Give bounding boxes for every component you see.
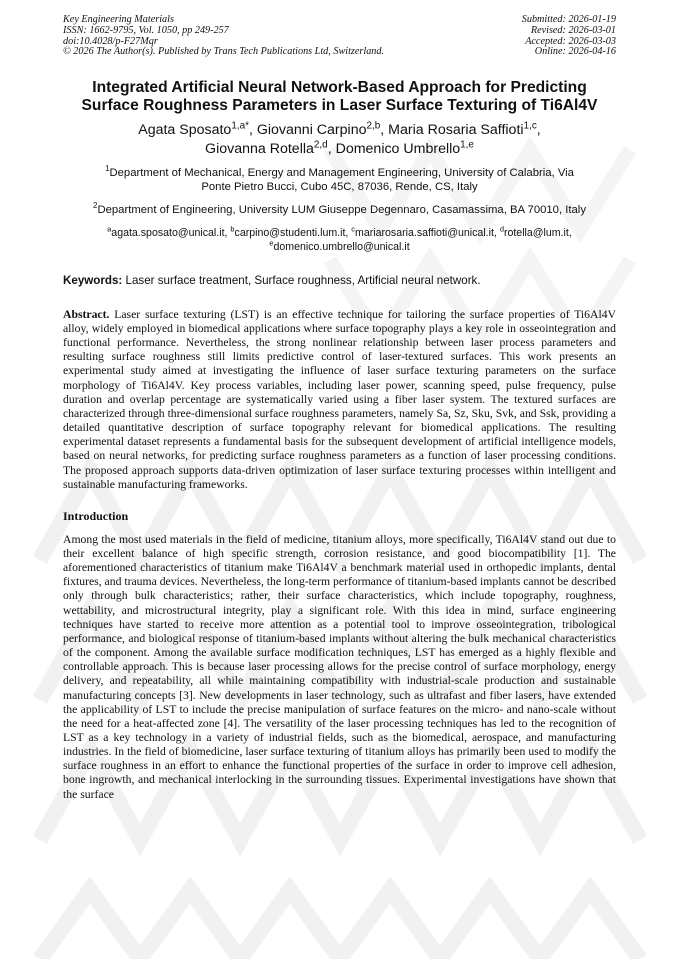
- publication-dates: [522, 15, 616, 58]
- author-separator: ,: [248, 122, 257, 139]
- author-sup: 1,c: [523, 120, 537, 132]
- affiliation-2: [63, 200, 616, 217]
- affiliation-line: Department of Engineering, University LUM Giuseppe Degennaro, Casamassima, BA 70010, Italy: [97, 203, 586, 216]
- email-sup: a: [107, 224, 112, 234]
- author-sup: 1,e: [460, 139, 474, 151]
- keywords: [63, 274, 616, 288]
- email-sup: b: [230, 224, 235, 234]
- email-address[interactable]: carpino@studenti.lum.it,: [234, 226, 352, 239]
- author-line-1: [63, 121, 616, 140]
- affiliation-number: 2: [93, 200, 98, 210]
- author-line-2: [63, 140, 616, 159]
- keywords-text: Laser surface treatment, Surface roughness, Artificial neural network.: [122, 273, 481, 287]
- title-line-1: Integrated Artificial Neural Network-Based Approach for Predicting: [92, 79, 587, 97]
- submitted-date: Submitted: 2026-01-19: [521, 14, 616, 25]
- author-sup: 2,b: [366, 120, 381, 132]
- journal-doi[interactable]: doi:10.4028/p-F27Mqr: [63, 35, 158, 47]
- journal-issn: ISSN: 1662-9795, Vol. 1050, pp 249-257: [63, 24, 229, 36]
- email-address[interactable]: domenico.umbrello@unical.it: [273, 240, 410, 253]
- abstract-text: Laser surface texturing (LST) is an effective technique for tailoring the surface properties of Ti6Al4V alloy, widely employed in biomedical applications where surface topography plays a key role in osseointegration and functional performance. Nevertheless, the strong nonlinear relationship between laser process parameters and resulting surface roughness still limits predictive control of laser-textured surfaces. This work presents an experimental study aimed at investigating the influence of laser surface texturing parameters on the surface morphology of Ti6Al4V. Key process variables, including laser power, scanning speed, pulse frequency, pulse duration and overlap percentage are systematically varied using a fiber laser system. The textured surfaces are characterized through three-dimensional surface roughness parameters, namely Sa, Sz, Sku, Svk, and Ssk, providing a detailed quantitative description of surface topography relevant for biomedical applications. The resulting experimental dataset represents a fundamental basis for the subsequent development of artificial intelligence models, based on neural networks, for predicting surface roughness parameters as a function of laser processing conditions. The proposed approach supports data-driven optimization of laser surface texturing processes within intelligent and sustainable manufacturing frameworks.: [63, 307, 616, 491]
- author-name: Agata Sposato: [138, 122, 232, 139]
- revised-date: Revised: 2026-03-01: [530, 24, 616, 36]
- affiliation-line: Department of Mechanical, Energy and Management Engineering, University of Calabria, Via: [109, 167, 574, 180]
- email-address[interactable]: rotella@lum.it,: [503, 226, 572, 239]
- introduction-text: Among the most used materials in the field of medicine, titanium alloys, more specifically, Ti6Al4V stand out due to their excellent balance of high specific strength, corrosion resistance, and good biocompatibility [1]. The aforementioned characteristics of titanium make Ti6Al4V a benchmark material used in orthopedic implants, dental fixtures, and trauma devices. Nevertheless, the long-term performance of titanium-based implants cannot be described only through bulk characteristics; rather, their surface characteristics, which include topography, roughness, wettability, and microstructural integrity, play a significant role. With this idea in mind, surface engineering techniques have started to receive more attention as a potential tool to improve osseointegration, tribological performance, and biological response of titanium-based implants without altering the bulk mechanical characteristics of the component. Among the available surface modification techniques, LST has emerged as a highly flexible and controllable approach. This is because laser processing allows for the precise control of surface morphology, energy delivery, and repeatability, all while maintaining compatibility with industrial-scale production and sustainable manufacturing concepts [3]. New developments in laser technology, such as ultrafast and fiber lasers, have extended the applicability of LST to include the precise manipulation of surface features on the micro- and nano-scale without the need for a heat-affected zone [4]. The versatility of the laser processing techniques has led to the recognition of LST as a key technology in a variety of industrial fields, such as the biomedical, aerospace, and manufacturing industries. In the field of biomedicine, laser surface texturing of titanium alloys has primarily been used to modify the surface roughness in an effort to enhance the functional properties of the surface in order to improve cell adhesion, bone ingrowth, and mechanical interlocking in the surrounding tissues. Experimental investigations have shown that the surface: [63, 532, 617, 801]
- author-separator: ,: [327, 141, 336, 158]
- abstract: [63, 308, 616, 492]
- author-sup: 1,a*: [231, 120, 249, 132]
- author-name: Giovanni Carpino: [256, 122, 367, 139]
- email-address[interactable]: mariarosaria.saffioti@unical.it,: [355, 226, 500, 239]
- author-separator: ,: [536, 122, 541, 139]
- section-heading-introduction: Introduction: [63, 508, 129, 523]
- journal-info: [63, 15, 384, 58]
- author-list: [63, 121, 616, 159]
- paper-title: [63, 79, 616, 115]
- author-separator: ,: [380, 122, 389, 139]
- affiliation-1: [63, 166, 616, 194]
- affiliation-line: Ponte Pietro Bucci, Cubo 45C, 87036, Rende, CS, Italy: [201, 181, 478, 194]
- keywords-label: Keywords:: [63, 273, 123, 287]
- abstract-label: Abstract.: [63, 307, 110, 321]
- email-sup: c: [351, 224, 355, 234]
- email-list: [63, 226, 616, 254]
- author-name: Domenico Umbrello: [335, 141, 461, 158]
- accepted-date: Accepted: 2026-03-03: [525, 35, 616, 47]
- email-sup: e: [269, 238, 274, 248]
- online-date: Online: 2026-04-16: [534, 46, 616, 58]
- author-name: Giovanna Rotella: [205, 141, 314, 158]
- affiliation-number: 1: [105, 164, 110, 174]
- journal-name: Key Engineering Materials: [63, 14, 174, 25]
- title-line-2: Surface Roughness Parameters in Laser Surface Texturing of Ti6Al4V: [81, 97, 598, 115]
- email-sup: d: [499, 224, 504, 234]
- journal-header: [63, 15, 616, 58]
- email-address[interactable]: agata.sposato@unical.it,: [111, 226, 231, 239]
- copyright-line: © 2026 The Author(s). Published by Trans Tech Publications Ltd, Switzerland.: [63, 46, 385, 58]
- author-name: Maria Rosaria Saffioti: [388, 122, 524, 139]
- author-sup: 2,d: [313, 139, 328, 151]
